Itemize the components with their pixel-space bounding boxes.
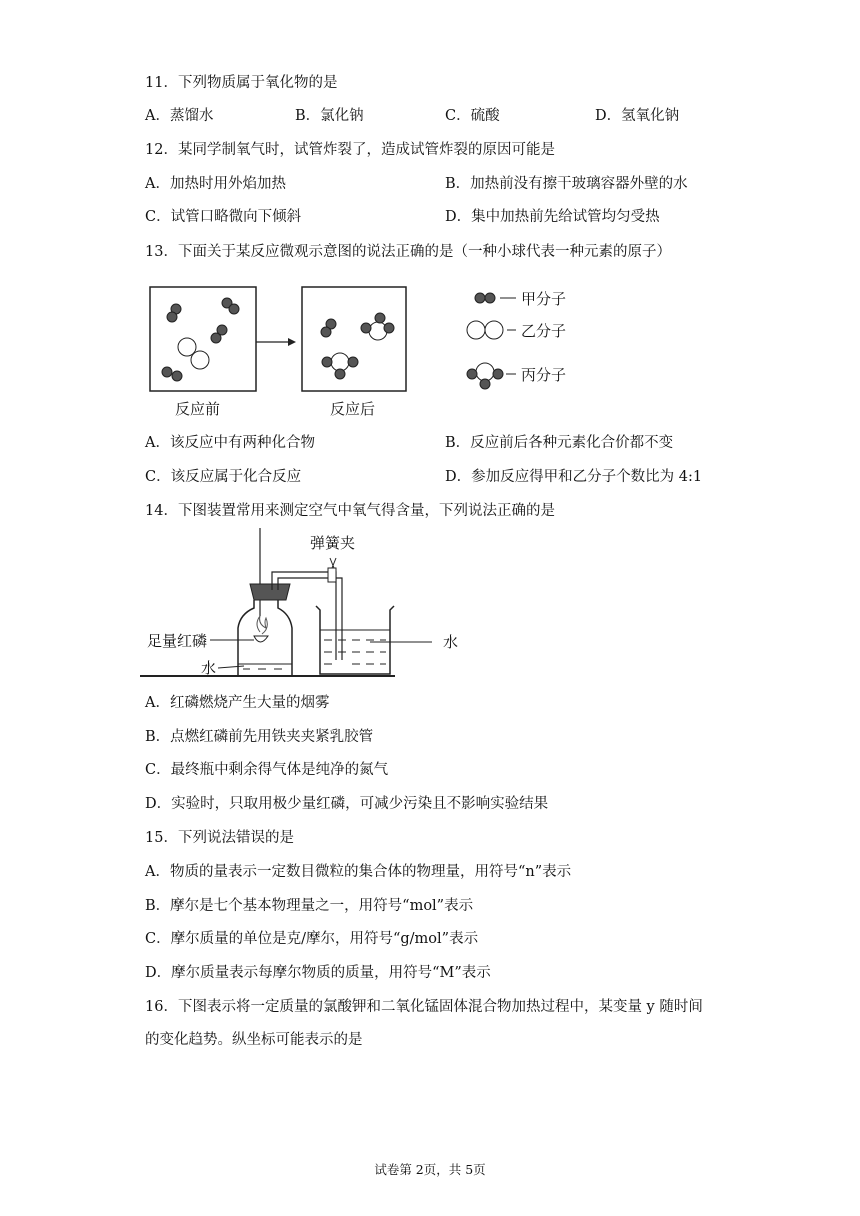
- water-left-label: 水: [201, 659, 217, 677]
- q13-stem: 13．下面关于某反应微观示意图的说法正确的是（一种小球代表一种元素的原子）: [145, 244, 671, 260]
- q12-option-c: C．试管口略微向下倾斜: [145, 209, 302, 225]
- q11-stem: 11．下列物质属于氧化物的是: [145, 75, 338, 91]
- clip-label: 弹簧夹: [310, 534, 356, 552]
- legend-yi-label: 乙分子: [521, 322, 567, 340]
- combustion-spoon: [254, 636, 268, 642]
- q16-stem-line2: 的变化趋势。纵坐标可能表示的是: [145, 1032, 363, 1048]
- stopper: [250, 584, 290, 600]
- spring-clip: [328, 568, 336, 582]
- flame-icon: [257, 616, 267, 634]
- q15-option-b: B．摩尔是七个基本物理量之一，用符号“mol”表示: [145, 898, 474, 914]
- after-box: [302, 287, 406, 391]
- q13-option-b: B．反应前后各种元素化合价都不变: [445, 435, 674, 451]
- q12-stem: 12．某同学制氧气时，试管炸裂了，造成试管炸裂的原因可能是: [145, 142, 555, 158]
- q11-option-a: A．蒸馏水: [145, 108, 214, 124]
- q16-stem-line1: 16．下图表示将一定质量的氯酸钾和二氧化锰固体混合物加热过程中，某变量 y 随时间: [145, 999, 703, 1015]
- after-label: 反应后: [330, 400, 376, 418]
- q15-stem: 15．下列说法错误的是: [145, 830, 294, 846]
- legend-bing-label: 丙分子: [521, 366, 567, 384]
- page-footer: 试卷第 2页，共 5页: [374, 1162, 486, 1177]
- before-label: 反应前: [175, 400, 221, 418]
- after-molecules: [321, 313, 394, 379]
- legend-jia-label: 甲分子: [521, 290, 567, 308]
- q13-option-c: C．该反应属于化合反应: [145, 469, 302, 485]
- q11-option-c: C．硫酸: [445, 108, 500, 124]
- q11-option-d: D．氢氧化钠: [595, 108, 680, 124]
- q14-option-a: A．红磷燃烧产生大量的烟雾: [145, 695, 330, 711]
- q14-option-d: D．实验时，只取用极少量红磷，可减少污染且不影响实验结果: [145, 796, 549, 812]
- flask: [238, 600, 292, 676]
- q14-apparatus-diagram: [140, 528, 470, 684]
- q15-option-c: C．摩尔质量的单位是克/摩尔，用符号“g/mol”表示: [145, 931, 479, 947]
- q11-option-b: B．氯化钠: [295, 108, 364, 124]
- q14-stem: 14．下图装置常用来测定空气中氧气得含量，下列说法正确的是: [145, 503, 555, 519]
- legend-bing: [467, 363, 516, 389]
- q12-option-d: D．集中加热前先给试管均匀受热: [445, 209, 660, 225]
- q14-option-c: C．最终瓶中剩余得气体是纯净的氮气: [145, 762, 389, 778]
- q12-option-a: A．加热时用外焰加热: [145, 176, 286, 192]
- water-right-label: 水: [443, 633, 459, 651]
- q13-option-a: A．该反应中有两种化合物: [145, 435, 315, 451]
- legend-yi: [467, 321, 516, 339]
- before-molecules: [162, 298, 239, 381]
- q14-option-b: B．点燃红磷前先用铁夹夹紧乳胶管: [145, 729, 374, 745]
- q13-option-d: D．参加反应得甲和乙分子个数比为 4:1: [445, 469, 703, 485]
- phosphorus-label: 足量红磷: [147, 632, 208, 650]
- legend-jia: [475, 293, 516, 303]
- q15-option-d: D．摩尔质量表示每摩尔物质的质量，用符号“M”表示: [145, 965, 491, 981]
- q12-option-b: B．加热前没有擦干玻璃容器外壁的水: [445, 176, 688, 192]
- q15-option-a: A．物质的量表示一定数目微粒的集合体的物理量，用符号“n”表示: [145, 864, 572, 880]
